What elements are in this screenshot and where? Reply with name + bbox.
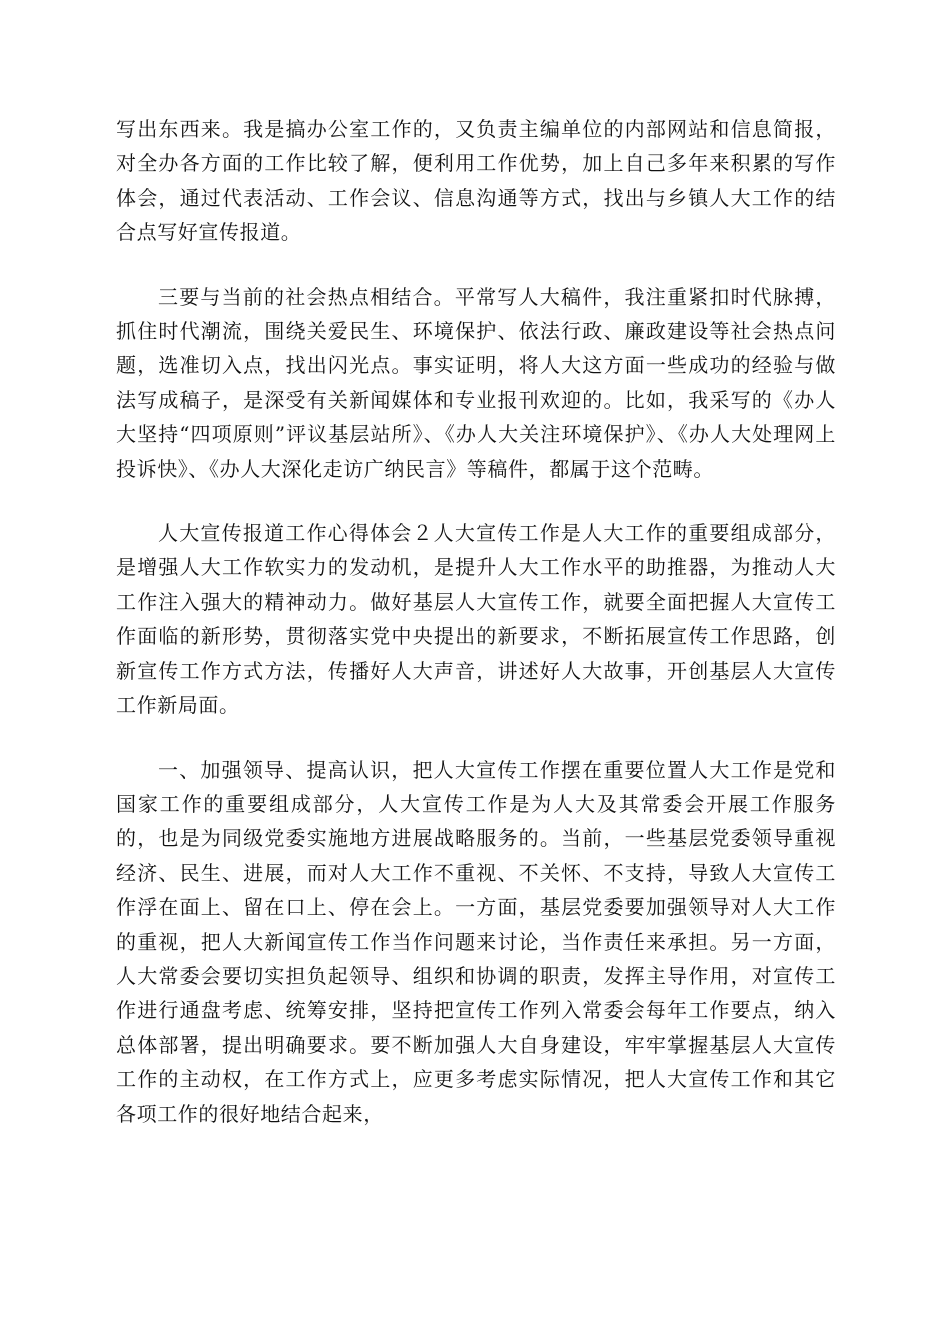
document-body (116, 112, 836, 1161)
paragraph-experience-2: 人大宣传报道工作心得体会２人大宣传工作是人大工作的重要组成部分，是增强人大工作软实力的发动机，是提升人大工作水平的助推器，为推动人大工作注入强大的精神动力。做好基层人大宣传工作，就要全面把握人大宣传工作面临的新形势，贯彻落实党中央提出的新要求，不断拓展宣传工作思路，创新宣传工作方式方法，传播好人大声音，讲述好人大故事，开创基层人大宣传工作新局面。 (116, 521, 836, 718)
paragraph-leadership: 一、加强领导、提高认识，把人大宣传工作摆在重要位置人大工作是党和国家工作的重要组成部分，人大宣传工作是为人大及其常委会开展工作服务的，也是为同级党委实施地方进展战略服务的。当前，一些基层党委领导重视经济、民生、进展，而对人大工作不重视、不关怀、不支持，导致人大宣传工作浮在面上、留在口上、停在会上。一方面，基层党委要加强领导对人大工作的重视，把人大新闻宣传工作当作问题来讨论，当作责任来承担。另一方面，人大常委会要切实担负起领导、组织和协调的职责，发挥主导作用，对宣传工作进行通盘考虑、统筹安排，坚持把宣传工作列入常委会每年工作要点，纳入总体部署，提出明确要求。要不断加强人大自身建设，牢牢掌握基层人大宣传工作的主动权，在工作方式上，应更多考虑实际情况，把人大宣传工作和其它各项工作的很好地结合起来， (116, 757, 836, 1126)
paragraph-continuation: 写出东西来。我是搞办公室工作的，又负责主编单位的内部网站和信息简报，对全办各方面的工作比较了解，便利用工作优势，加上自己多年来积累的写作体会，通过代表活动、工作会议、信息沟通等方式，找出与乡镇人大工作的结合点写好宣传报道。 (116, 117, 836, 245)
paragraph-social-hotspots: 三要与当前的社会热点相结合。平常写人大稿件，我注重紧扣时代脉搏，抓住时代潮流，围绕关爱民生、环境保护、依法行政、廉政建设等社会热点问题，选准切入点，找出闪光点。事实证明，将人大这方面一些成功的经验与做法写成稿子，是深受有关新闻媒体和专业报刊欢迎的。比如，我采写的《办人大坚持“四项原则”评议基层站所》、《办人大关注环境保护》、《办人大处理网上投诉快》、《办人大深化走访广纳民言》等稿件，都属于这个范畴。 (116, 284, 836, 481)
